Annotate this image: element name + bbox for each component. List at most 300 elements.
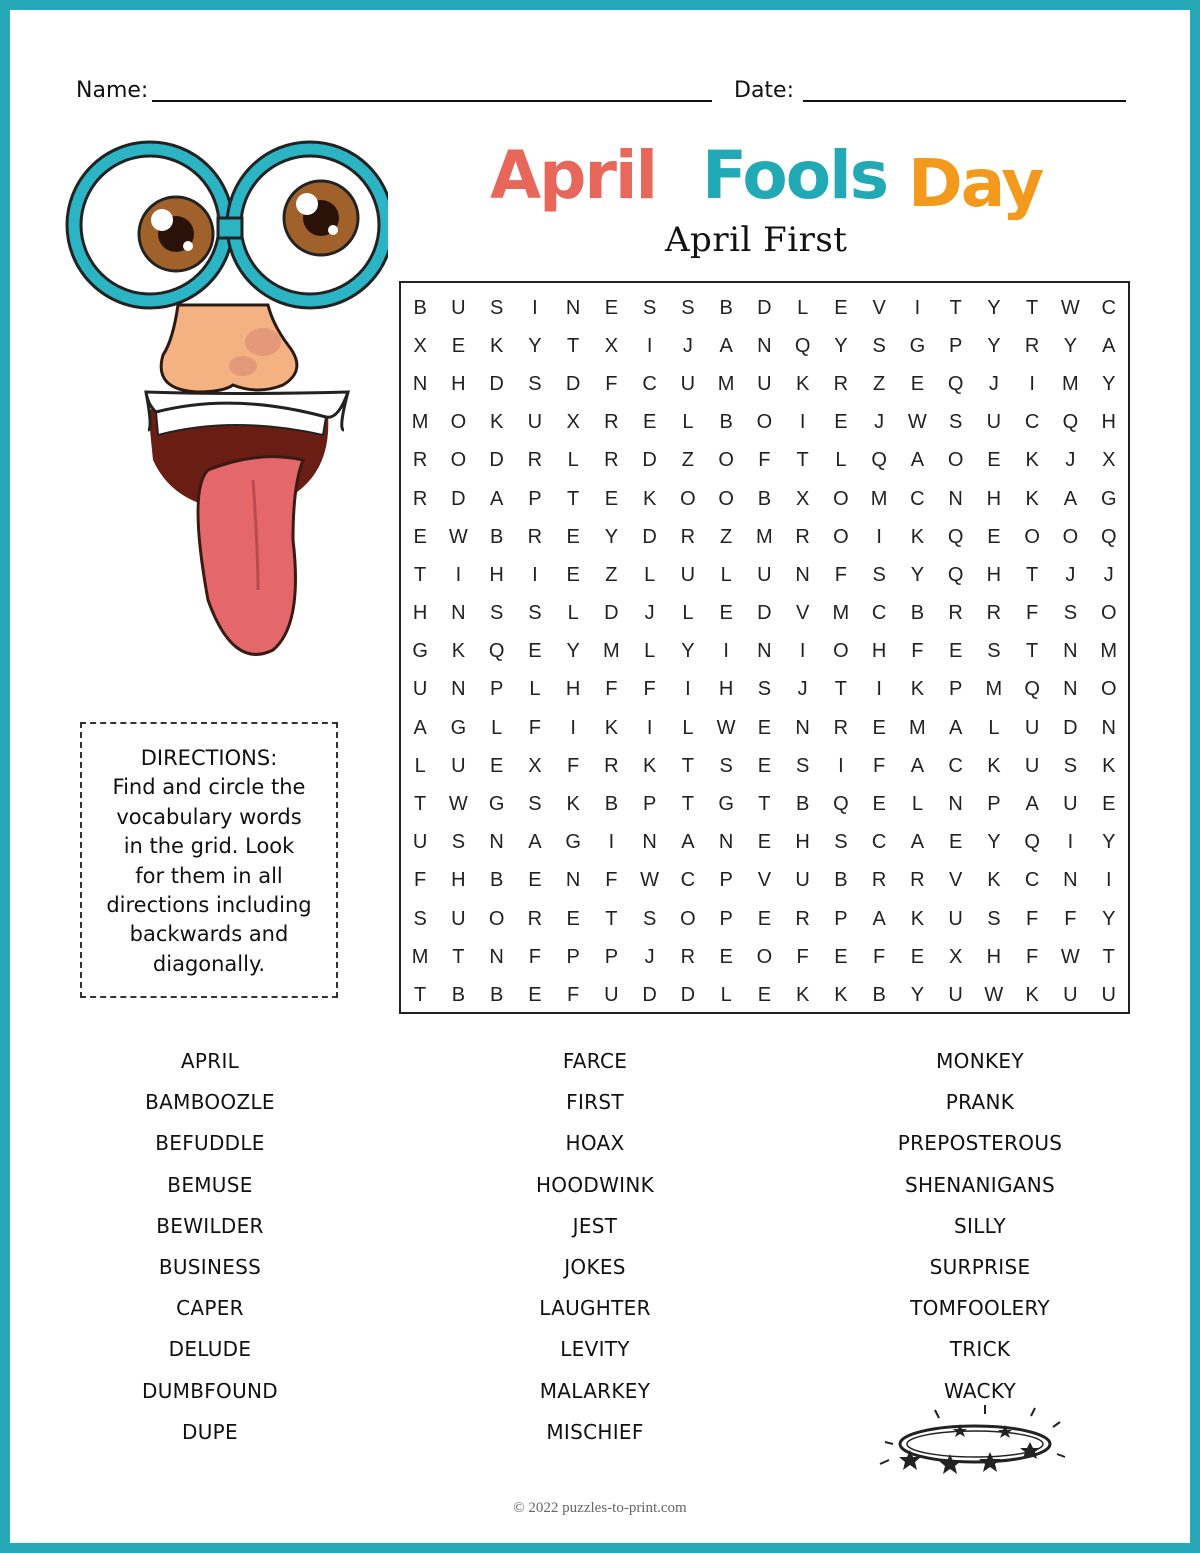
grid-letter[interactable]: T	[1026, 296, 1039, 319]
grid-letter[interactable]: R	[412, 449, 428, 472]
grid-letter[interactable]: Y	[604, 525, 619, 548]
grid-letter[interactable]: E	[948, 831, 963, 854]
grid-letter[interactable]: U	[680, 372, 696, 395]
grid-letter[interactable]: G	[488, 793, 505, 816]
grid-letter[interactable]: E	[528, 640, 542, 663]
grid-letter[interactable]: E	[719, 602, 733, 625]
grid-letter[interactable]: R	[986, 602, 1002, 625]
grid-letter[interactable]: G	[1100, 487, 1117, 510]
grid-letter[interactable]: C	[871, 831, 887, 854]
grid-letter[interactable]: D	[489, 449, 504, 472]
grid-letter[interactable]: P	[489, 678, 504, 701]
grid-letter[interactable]: P	[566, 945, 580, 968]
grid-letter[interactable]: E	[604, 296, 619, 319]
grid-letter[interactable]: O	[1100, 602, 1117, 625]
grid-letter[interactable]: E	[642, 411, 657, 434]
grid-letter[interactable]: A	[489, 487, 504, 510]
grid-letter[interactable]: F	[911, 640, 924, 663]
grid-letter[interactable]: Y	[1102, 831, 1116, 854]
grid-letter[interactable]: R	[412, 487, 428, 510]
grid-letter[interactable]: H	[986, 945, 1002, 968]
grid-letter[interactable]: L	[644, 640, 656, 663]
grid-letter[interactable]: K	[566, 793, 580, 816]
grid-letter[interactable]: F	[1026, 907, 1039, 930]
grid-letter[interactable]: X	[528, 754, 542, 777]
grid-letter[interactable]: E	[413, 525, 427, 548]
grid-letter[interactable]: T	[1102, 945, 1115, 968]
grid-letter[interactable]: Y	[528, 334, 542, 357]
grid-letter[interactable]: X	[604, 334, 619, 357]
grid-letter[interactable]: I	[646, 716, 653, 739]
grid-letter[interactable]: A	[413, 716, 427, 739]
grid-letter[interactable]: X	[948, 945, 963, 968]
grid-letter[interactable]: O	[833, 487, 849, 510]
grid-letter[interactable]: N	[1063, 869, 1078, 892]
grid-letter[interactable]: U	[451, 296, 466, 319]
grid-letter[interactable]: I	[1029, 372, 1035, 395]
grid-letter[interactable]: R	[833, 716, 849, 739]
grid-letter[interactable]: M	[985, 678, 1003, 701]
grid-letter[interactable]: K	[910, 907, 925, 930]
grid-letter[interactable]: E	[566, 907, 580, 930]
grid-letter[interactable]: N	[489, 831, 504, 854]
grid-letter[interactable]: N	[948, 487, 963, 510]
grid-letter[interactable]: O	[718, 449, 734, 472]
grid-letter[interactable]: Y	[910, 563, 925, 586]
grid-letter[interactable]: U	[1024, 716, 1040, 739]
grid-letter[interactable]: Y	[987, 296, 1001, 319]
grid-letter[interactable]: H	[451, 869, 466, 892]
grid-letter[interactable]: E	[987, 525, 1001, 548]
grid-letter[interactable]: U	[795, 869, 810, 892]
grid-letter[interactable]: K	[987, 869, 1001, 892]
grid-letter[interactable]: L	[682, 411, 694, 434]
grid-letter[interactable]: F	[1026, 602, 1039, 625]
grid-letter[interactable]: P	[834, 907, 848, 930]
grid-letter[interactable]: L	[911, 793, 923, 816]
grid-letter[interactable]: Z	[605, 563, 618, 586]
grid-letter[interactable]: S	[642, 907, 657, 930]
grid-letter[interactable]: E	[834, 411, 848, 434]
grid-letter[interactable]: S	[872, 563, 886, 586]
grid-letter[interactable]: J	[874, 411, 885, 434]
grid-letter[interactable]: F	[796, 945, 809, 968]
grid-letter[interactable]: U	[604, 983, 619, 1006]
grid-letter[interactable]: O	[1062, 525, 1079, 548]
grid-letter[interactable]: Q	[947, 525, 964, 548]
grid-letter[interactable]: J	[1103, 563, 1114, 586]
grid-letter[interactable]: S	[1063, 602, 1078, 625]
grid-letter[interactable]: R	[604, 754, 619, 777]
grid-letter[interactable]: N	[565, 869, 581, 892]
grid-letter[interactable]: M	[909, 716, 926, 739]
grid-letter[interactable]: I	[1105, 869, 1112, 892]
grid-letter[interactable]: J	[1065, 563, 1076, 586]
grid-letter[interactable]: D	[642, 983, 657, 1006]
grid-letter[interactable]: L	[797, 296, 809, 319]
grid-letter[interactable]: E	[872, 793, 886, 816]
grid-letter[interactable]: J	[988, 372, 999, 395]
grid-letter[interactable]: T	[758, 793, 771, 816]
grid-letter[interactable]: T	[834, 678, 847, 701]
grid-letter[interactable]: D	[642, 525, 657, 548]
grid-letter[interactable]: T	[414, 983, 427, 1006]
grid-letter[interactable]: E	[834, 945, 848, 968]
grid-letter[interactable]: X	[795, 487, 810, 510]
grid-letter[interactable]: G	[565, 831, 581, 854]
grid-letter[interactable]: M	[717, 372, 735, 395]
grid-letter[interactable]: J	[797, 678, 808, 701]
grid-letter[interactable]: A	[910, 754, 925, 777]
grid-letter[interactable]: L	[720, 983, 732, 1006]
grid-letter[interactable]: T	[605, 907, 618, 930]
grid-letter[interactable]: H	[451, 372, 466, 395]
grid-letter[interactable]: U	[451, 754, 466, 777]
grid-letter[interactable]: P	[948, 334, 963, 357]
grid-letter[interactable]: P	[948, 678, 963, 701]
date-line[interactable]	[803, 100, 1126, 102]
grid-letter[interactable]: C	[948, 754, 963, 777]
grid-letter[interactable]: E	[757, 754, 772, 777]
grid-letter[interactable]: W	[640, 869, 660, 892]
grid-letter[interactable]: S	[987, 907, 1001, 930]
grid-letter[interactable]: R	[833, 372, 849, 395]
grid-letter[interactable]: A	[1025, 793, 1039, 816]
grid-letter[interactable]: F	[528, 716, 541, 739]
grid-letter[interactable]: E	[910, 372, 925, 395]
grid-letter[interactable]: O	[718, 487, 734, 510]
grid-letter[interactable]: Q	[1062, 411, 1079, 434]
grid-letter[interactable]: N	[795, 563, 810, 586]
grid-letter[interactable]: T	[1026, 563, 1039, 586]
grid-letter[interactable]: Q	[871, 449, 887, 472]
grid-letter[interactable]: E	[451, 334, 466, 357]
grid-letter[interactable]: P	[642, 793, 657, 816]
grid-letter[interactable]: D	[757, 296, 772, 319]
grid-letter[interactable]: T	[567, 334, 580, 357]
grid-letter[interactable]: L	[414, 754, 426, 777]
grid-letter[interactable]: E	[1102, 793, 1116, 816]
grid-letter[interactable]: H	[565, 678, 581, 701]
grid-letter[interactable]: F	[758, 449, 771, 472]
grid-letter[interactable]: B	[719, 296, 733, 319]
grid-letter[interactable]: O	[756, 411, 773, 434]
grid-letter[interactable]: N	[451, 602, 466, 625]
grid-letter[interactable]: N	[451, 678, 466, 701]
grid-letter[interactable]: F	[414, 869, 427, 892]
grid-letter[interactable]: Y	[987, 334, 1001, 357]
grid-letter[interactable]: K	[642, 754, 657, 777]
grid-letter[interactable]: I	[646, 334, 653, 357]
grid-letter[interactable]: B	[604, 793, 619, 816]
grid-letter[interactable]: A	[872, 907, 886, 930]
grid-letter[interactable]: T	[414, 563, 427, 586]
grid-letter[interactable]: S	[451, 831, 466, 854]
grid-letter[interactable]: W	[448, 793, 468, 816]
grid-letter[interactable]: B	[834, 869, 848, 892]
grid-letter[interactable]: I	[570, 716, 576, 739]
grid-letter[interactable]: F	[605, 678, 618, 701]
grid-letter[interactable]: Q	[947, 372, 964, 395]
grid-letter[interactable]: U	[948, 907, 963, 930]
grid-letter[interactable]: N	[795, 716, 810, 739]
grid-letter[interactable]: K	[910, 525, 925, 548]
grid-letter[interactable]: S	[987, 640, 1001, 663]
grid-letter[interactable]: G	[718, 793, 734, 816]
grid-letter[interactable]: P	[719, 907, 733, 930]
grid-letter[interactable]: O	[756, 945, 773, 968]
grid-letter[interactable]: J	[682, 334, 693, 357]
grid-letter[interactable]: A	[1063, 487, 1078, 510]
grid-letter[interactable]: N	[642, 831, 657, 854]
grid-letter[interactable]: E	[528, 983, 542, 1006]
grid-letter[interactable]: U	[986, 411, 1002, 434]
grid-letter[interactable]: M	[870, 487, 888, 510]
grid-letter[interactable]: D	[489, 372, 504, 395]
grid-letter[interactable]: B	[451, 983, 466, 1006]
grid-letter[interactable]: N	[757, 334, 772, 357]
grid-letter[interactable]: U	[1063, 983, 1078, 1006]
grid-letter[interactable]: Y	[987, 831, 1001, 854]
grid-letter[interactable]: R	[1024, 334, 1040, 357]
grid-letter[interactable]: L	[682, 716, 694, 739]
grid-letter[interactable]: Y	[1102, 907, 1116, 930]
grid-letter[interactable]: I	[608, 831, 615, 854]
grid-letter[interactable]: F	[567, 983, 580, 1006]
grid-letter[interactable]: N	[718, 831, 734, 854]
grid-letter[interactable]: L	[988, 716, 1000, 739]
grid-letter[interactable]: Y	[1063, 334, 1078, 357]
grid-letter[interactable]: R	[948, 602, 963, 625]
grid-letter[interactable]: S	[528, 372, 542, 395]
grid-letter[interactable]: I	[799, 411, 806, 434]
grid-letter[interactable]: H	[412, 602, 428, 625]
grid-letter[interactable]: R	[527, 907, 543, 930]
grid-letter[interactable]: K	[1025, 449, 1039, 472]
grid-letter[interactable]: Q	[947, 563, 964, 586]
grid-letter[interactable]: L	[529, 678, 541, 701]
grid-letter[interactable]: E	[757, 983, 772, 1006]
grid-letter[interactable]: C	[871, 602, 887, 625]
grid-letter[interactable]: O	[488, 907, 505, 930]
grid-letter[interactable]: Z	[720, 525, 733, 548]
grid-letter[interactable]: A	[719, 334, 733, 357]
grid-letter[interactable]: K	[834, 983, 848, 1006]
grid-letter[interactable]: M	[1062, 372, 1079, 395]
grid-letter[interactable]: K	[642, 487, 657, 510]
grid-letter[interactable]: R	[680, 945, 696, 968]
grid-letter[interactable]: S	[834, 831, 848, 854]
grid-letter[interactable]: K	[795, 983, 810, 1006]
grid-letter[interactable]: C	[910, 487, 925, 510]
grid-letter[interactable]: P	[987, 793, 1001, 816]
grid-letter[interactable]: F	[873, 754, 886, 777]
grid-letter[interactable]: S	[719, 754, 733, 777]
grid-letter[interactable]: I	[532, 296, 538, 319]
grid-letter[interactable]: B	[757, 487, 772, 510]
grid-letter[interactable]: S	[1063, 754, 1078, 777]
grid-letter[interactable]: O	[947, 449, 964, 472]
grid-letter[interactable]: L	[835, 449, 847, 472]
grid-letter[interactable]: K	[604, 716, 619, 739]
grid-letter[interactable]: U	[948, 983, 963, 1006]
grid-letter[interactable]: D	[604, 602, 619, 625]
grid-letter[interactable]: F	[605, 372, 618, 395]
grid-letter[interactable]: D	[1063, 716, 1078, 739]
grid-letter[interactable]: P	[604, 945, 619, 968]
grid-letter[interactable]: S	[528, 602, 542, 625]
grid-letter[interactable]: K	[489, 334, 504, 357]
grid-letter[interactable]: R	[604, 449, 619, 472]
grid-letter[interactable]: K	[910, 678, 925, 701]
grid-letter[interactable]: N	[412, 372, 428, 395]
grid-letter[interactable]: Q	[1100, 525, 1117, 548]
grid-letter[interactable]: F	[605, 869, 618, 892]
grid-letter[interactable]: W	[1060, 296, 1080, 319]
grid-letter[interactable]: Q	[1024, 831, 1040, 854]
grid-letter[interactable]: V	[948, 869, 963, 892]
grid-letter[interactable]: E	[757, 716, 772, 739]
grid-letter[interactable]: C	[642, 372, 657, 395]
grid-letter[interactable]: Q	[833, 793, 849, 816]
grid-letter[interactable]: O	[680, 487, 696, 510]
grid-letter[interactable]: T	[414, 793, 427, 816]
grid-letter[interactable]: M	[832, 602, 850, 625]
grid-letter[interactable]: V	[757, 869, 772, 892]
grid-letter[interactable]: W	[716, 716, 736, 739]
grid-letter[interactable]: N	[1063, 678, 1078, 701]
grid-letter[interactable]: A	[681, 831, 695, 854]
grid-letter[interactable]: R	[527, 525, 543, 548]
grid-letter[interactable]: C	[1101, 296, 1116, 319]
grid-letter[interactable]: B	[719, 411, 733, 434]
grid-letter[interactable]: O	[1100, 678, 1117, 701]
grid-letter[interactable]: Q	[1024, 678, 1040, 701]
grid-letter[interactable]: W	[448, 525, 468, 548]
grid-letter[interactable]: S	[489, 296, 504, 319]
grid-letter[interactable]: D	[565, 372, 581, 395]
grid-letter[interactable]: M	[603, 640, 620, 663]
grid-letter[interactable]: V	[795, 602, 810, 625]
grid-letter[interactable]: T	[949, 296, 962, 319]
grid-letter[interactable]: S	[681, 296, 695, 319]
grid-letter[interactable]: F	[643, 678, 656, 701]
grid-letter[interactable]: E	[719, 945, 733, 968]
grid-letter[interactable]: B	[489, 869, 504, 892]
grid-letter[interactable]: Q	[794, 334, 811, 357]
grid-letter[interactable]: A	[910, 831, 925, 854]
grid-letter[interactable]: Y	[910, 983, 925, 1006]
grid-letter[interactable]: E	[757, 907, 772, 930]
grid-letter[interactable]: X	[1102, 449, 1116, 472]
grid-letter[interactable]: T	[452, 945, 465, 968]
grid-letter[interactable]: U	[1101, 983, 1116, 1006]
grid-letter[interactable]: G	[450, 716, 467, 739]
grid-letter[interactable]: F	[567, 754, 580, 777]
grid-letter[interactable]: E	[604, 487, 619, 510]
grid-letter[interactable]: H	[986, 487, 1002, 510]
grid-letter[interactable]: Z	[873, 372, 886, 395]
grid-letter[interactable]: D	[451, 487, 466, 510]
grid-letter[interactable]: I	[914, 296, 921, 319]
grid-letter[interactable]: W	[1060, 945, 1080, 968]
grid-letter[interactable]: B	[872, 983, 886, 1006]
grid-letter[interactable]: D	[757, 602, 772, 625]
grid-letter[interactable]: X	[413, 334, 427, 357]
grid-letter[interactable]: I	[838, 754, 844, 777]
grid-letter[interactable]: M	[1100, 640, 1118, 663]
grid-letter[interactable]: E	[948, 640, 963, 663]
grid-letter[interactable]: S	[528, 793, 542, 816]
grid-letter[interactable]: A	[1102, 334, 1116, 357]
grid-letter[interactable]: A	[528, 831, 542, 854]
grid-letter[interactable]: W	[907, 411, 927, 434]
grid-letter[interactable]: N	[1101, 716, 1116, 739]
grid-letter[interactable]: Y	[681, 640, 695, 663]
grid-letter[interactable]: A	[910, 449, 925, 472]
grid-letter[interactable]: K	[1025, 983, 1039, 1006]
grid-letter[interactable]: N	[948, 793, 963, 816]
grid-letter[interactable]: O	[450, 449, 467, 472]
grid-letter[interactable]: M	[756, 525, 773, 548]
grid-letter[interactable]: L	[567, 602, 579, 625]
grid-letter[interactable]: F	[1064, 907, 1077, 930]
grid-letter[interactable]: G	[909, 334, 926, 357]
grid-letter[interactable]: R	[680, 525, 696, 548]
grid-letter[interactable]: N	[1063, 640, 1078, 663]
grid-letter[interactable]: N	[489, 945, 504, 968]
grid-letter[interactable]: M	[411, 411, 429, 434]
grid-letter[interactable]: E	[872, 716, 886, 739]
grid-letter[interactable]: F	[834, 563, 847, 586]
grid-letter[interactable]: G	[412, 640, 428, 663]
grid-letter[interactable]: U	[757, 372, 772, 395]
grid-letter[interactable]: S	[948, 411, 963, 434]
grid-letter[interactable]: R	[795, 525, 810, 548]
grid-letter[interactable]: K	[1102, 754, 1116, 777]
grid-letter[interactable]: Y	[834, 334, 848, 357]
grid-letter[interactable]: S	[795, 754, 810, 777]
grid-letter[interactable]: N	[565, 296, 581, 319]
grid-letter[interactable]: F	[1026, 945, 1039, 968]
grid-letter[interactable]: U	[1063, 793, 1078, 816]
grid-letter[interactable]: T	[796, 449, 809, 472]
grid-letter[interactable]: B	[910, 602, 925, 625]
grid-letter[interactable]: W	[984, 983, 1004, 1006]
grid-letter[interactable]: M	[411, 945, 429, 968]
name-line[interactable]	[152, 100, 712, 102]
grid-letter[interactable]: R	[527, 449, 543, 472]
grid-letter[interactable]: B	[795, 793, 810, 816]
grid-letter[interactable]: T	[681, 793, 694, 816]
grid-letter[interactable]: J	[644, 602, 655, 625]
grid-letter[interactable]: B	[413, 296, 427, 319]
grid-letter[interactable]: H	[718, 678, 734, 701]
grid-letter[interactable]: L	[682, 602, 694, 625]
grid-letter[interactable]: E	[987, 449, 1001, 472]
grid-letter[interactable]: E	[566, 563, 580, 586]
grid-letter[interactable]: L	[567, 449, 579, 472]
grid-letter[interactable]: I	[876, 678, 882, 701]
grid-letter[interactable]: N	[757, 640, 772, 663]
grid-letter[interactable]: I	[876, 525, 882, 548]
grid-letter[interactable]: S	[872, 334, 886, 357]
grid-letter[interactable]: I	[532, 563, 538, 586]
grid-letter[interactable]: X	[566, 411, 580, 434]
grid-letter[interactable]: H	[986, 563, 1002, 586]
grid-letter[interactable]: U	[451, 907, 466, 930]
grid-letter[interactable]: U	[680, 563, 696, 586]
